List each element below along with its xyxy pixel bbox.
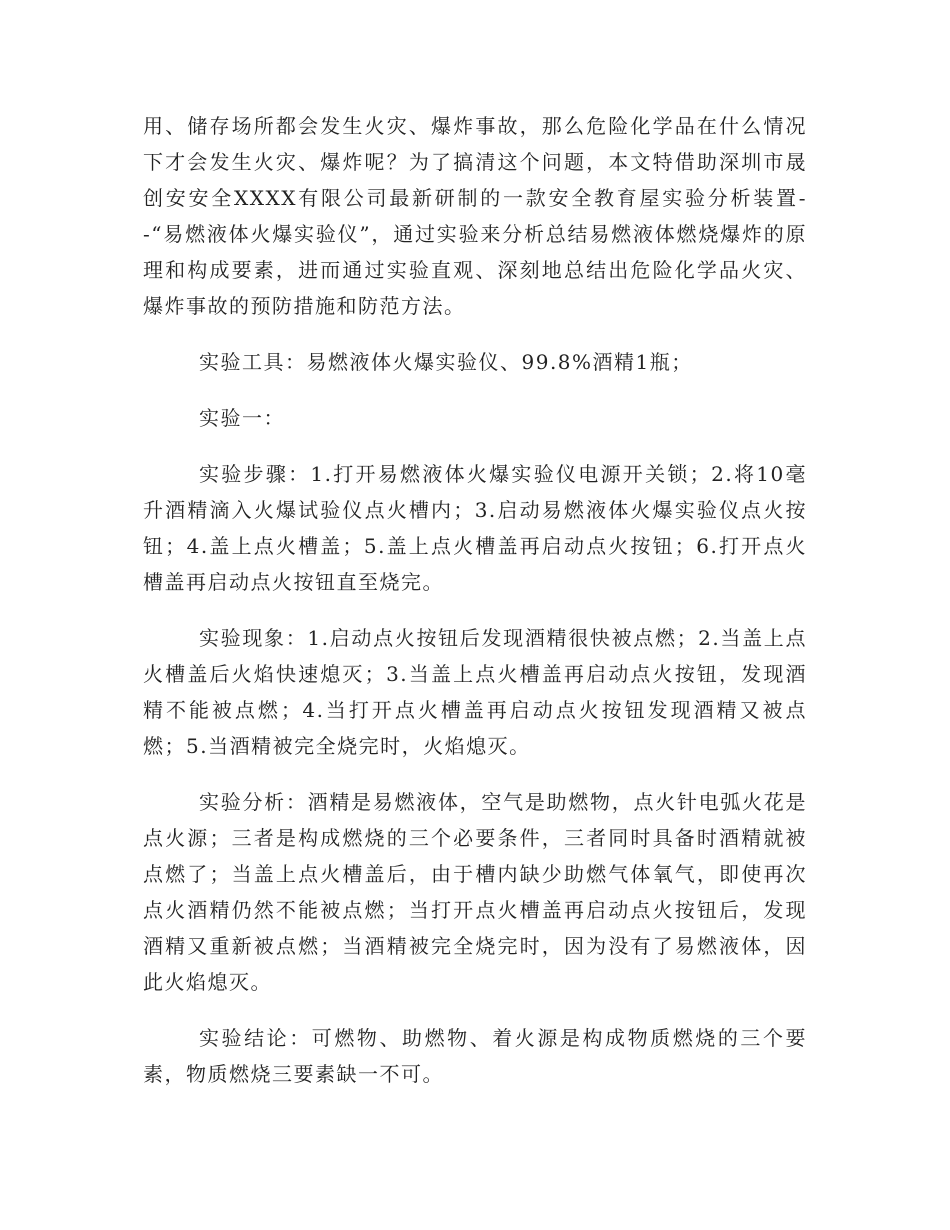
document-body — [143, 108, 807, 1112]
paragraph-experiment-conclusion: 实验结论：可燃物、助燃物、着火源是构成物质燃烧的三个要素，物质燃烧三要素缺一不可。 — [143, 1026, 807, 1086]
paragraph-experiment-steps: 实验步骤：1.打开易燃液体火爆实验仪电源开关锁；2.将10毫升酒精滴入火爆试验仪点火槽内；3.启动易燃液体火爆实验仪点火按钮；4.盖上点火槽盖；5.盖上点火槽盖再启动点火按钮；6.打开点火槽盖再启动点火按钮直至烧完。 — [143, 462, 807, 594]
paragraph-experiment-one-heading: 实验一： — [199, 406, 285, 430]
paragraph-experiment-analysis: 实验分析：酒精是易燃液体，空气是助燃物，点火针电弧火花是点火源；三者是构成燃烧的三个必要条件，三者同时具备时酒精就被点燃了；当盖上点火槽盖后，由于槽内缺少助燃气体氧气，即使再次点火酒精仍然不能被点燃；当打开点火槽盖再启动点火按钮后，发现酒精又重新被点燃；当酒精被完全烧完时，因为没有了易燃液体，因此火焰熄灭。 — [143, 790, 807, 994]
paragraph-experiment-phenomena: 实验现象：1.启动点火按钮后发现酒精很快被点燃；2.当盖上点火槽盖后火焰快速熄灭；3.当盖上点火槽盖再启动点火按钮，发现酒精不能被点燃；4.当打开点火槽盖再启动点火按钮发现酒精又被点燃；5.当酒精被完全烧完时，火焰熄灭。 — [143, 626, 807, 758]
paragraph-experiment-tools: 实验工具：易燃液体火爆实验仪、99.8%酒精1瓶； — [199, 350, 693, 374]
paragraph-intro-continuation: 用、储存场所都会发生火灾、爆炸事故，那么危险化学品在什么情况下才会发生火灾、爆炸呢？为了搞清这个问题，本文特借助深圳市晟创安安全XXXX有限公司最新研制的一款安全教育屋实验分析装置--“易燃液体火爆实验仪”，通过实验来分析总结易燃液体燃烧爆炸的原理和构成要素，进而通过实验直观、深刻地总结出危险化学品火灾、爆炸事故的预防措施和防范方法。 — [143, 114, 807, 318]
